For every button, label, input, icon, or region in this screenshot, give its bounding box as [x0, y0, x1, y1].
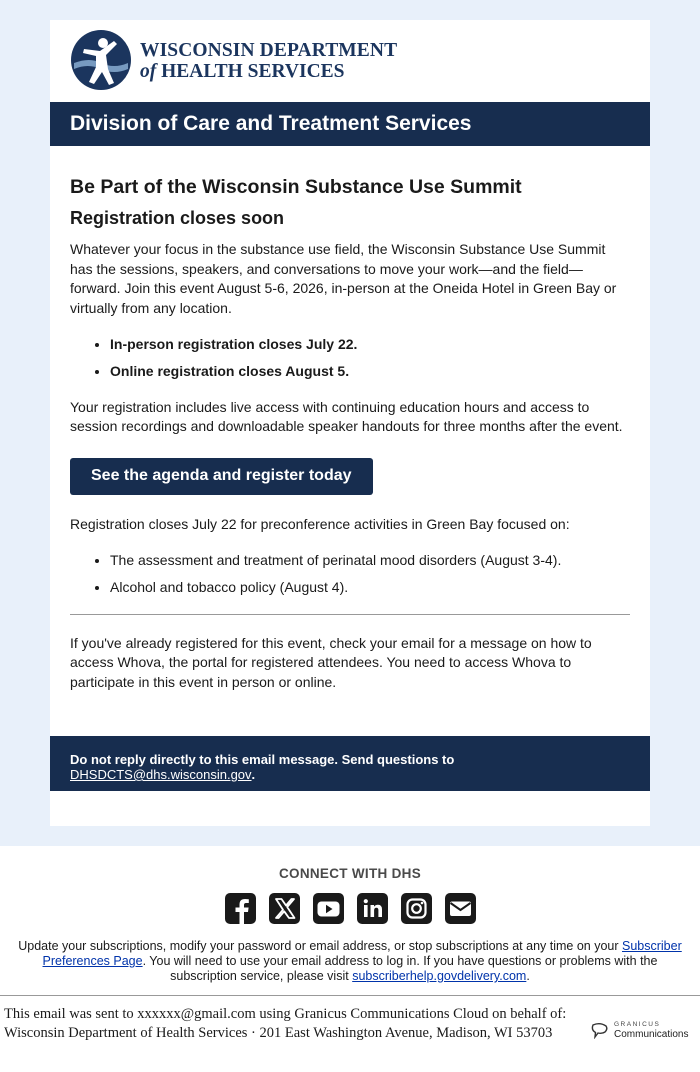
division-banner: Division of Care and Treatment Services	[50, 102, 650, 146]
divider	[70, 614, 630, 615]
facebook-icon[interactable]	[225, 893, 256, 924]
subscription-info	[18, 939, 682, 984]
reply-notice	[50, 736, 650, 791]
list-item: • Alcohol and tobacco policy (August 4).	[110, 578, 630, 598]
granicus-logo[interactable]	[588, 1021, 700, 1043]
email-icon[interactable]	[445, 893, 476, 924]
deadline-list	[110, 335, 630, 382]
instagram-icon[interactable]	[401, 893, 432, 924]
preconference-intro: Registration closes July 22 for preconference activities in Green Bay focused on:	[70, 515, 570, 532]
x-icon[interactable]	[269, 893, 300, 924]
org-name-of: of	[140, 61, 157, 82]
subscriber-preferences-link[interactable]: Subscriber Preferences Page	[42, 939, 682, 968]
linkedin-icon[interactable]	[357, 893, 388, 924]
intro-paragraph: Whatever your focus in the substance use field, the Wisconsin Substance Use Summit has the sessions, speakers, and conversations to move your work—and the field—forward. Join this event August 5-6, 2026, in-person at the Oneida Hotel in Green Bay or virtually from any location.	[70, 241, 617, 316]
granicus-wordmark: Communications	[614, 1029, 689, 1040]
granicus-wordmark-small: GRANICUS	[614, 1021, 661, 1028]
list-item: • In-person registration closes July 22.	[110, 335, 630, 355]
subscriber-help-link[interactable]: subscriberhelp.govdelivery.com	[352, 969, 527, 983]
list-item: • The assessment and treatment of perinatal mood disorders (August 3-4).	[110, 551, 630, 571]
subscription-text-3: .	[526, 969, 530, 983]
social-links	[0, 893, 700, 924]
connect-heading: CONNECT WITH DHS	[278, 866, 422, 881]
email-card	[50, 20, 650, 826]
preconference-list	[110, 551, 630, 598]
article-body	[50, 146, 650, 692]
org-name-rest: HEALTH SERVICES	[161, 61, 345, 82]
article-headline: Be Part of the Wisconsin Substance Use Summit	[70, 176, 522, 198]
email-footer	[0, 846, 700, 1057]
reply-notice-end: .	[251, 767, 256, 782]
register-button[interactable]: See the agenda and register today	[70, 458, 373, 495]
dhs-logo-icon	[70, 29, 132, 91]
reply-notice-text: Do not reply directly to this email message. Send questions to	[70, 752, 455, 767]
granicus-icon	[590, 1023, 610, 1039]
dhs-logo[interactable]	[50, 20, 650, 102]
org-name	[140, 40, 397, 82]
subscription-text-2: . You will need to use your email address to log in. If you have questions or problems with the subscription service, please visit	[142, 954, 658, 983]
article-subhead: Registration closes soon	[70, 208, 285, 228]
contact-email-link[interactable]: DHSDCTS@dhs.wisconsin.gov	[70, 767, 252, 782]
sender-info-row	[0, 995, 700, 1057]
subscription-text-1: Update your subscriptions, modify your password or email address, or stop subscriptions at any time on your	[18, 939, 622, 953]
org-name-line2	[140, 61, 397, 82]
youtube-icon[interactable]	[313, 893, 344, 924]
whova-note: If you've already registered for this event, check your email for a message on how to access Whova, the portal for registered attendees. You need to access Whova to participate in this event in person or online.	[70, 634, 592, 690]
registration-info: Your registration includes live access with continuing education hours and access to session recordings and downloadable speaker handouts for three months after the event.	[70, 398, 623, 434]
sender-info: This email was sent to xxxxxx@gmail.com using Granicus Communications Cloud on behalf of: Wisconsin Department of Health Services · 201 East Washington Avenue, Madison, WI 53703	[4, 1006, 567, 1041]
org-name-line1: WISCONSIN DEPARTMENT	[140, 40, 398, 61]
list-item: • Online registration closes August 5.	[110, 362, 630, 382]
